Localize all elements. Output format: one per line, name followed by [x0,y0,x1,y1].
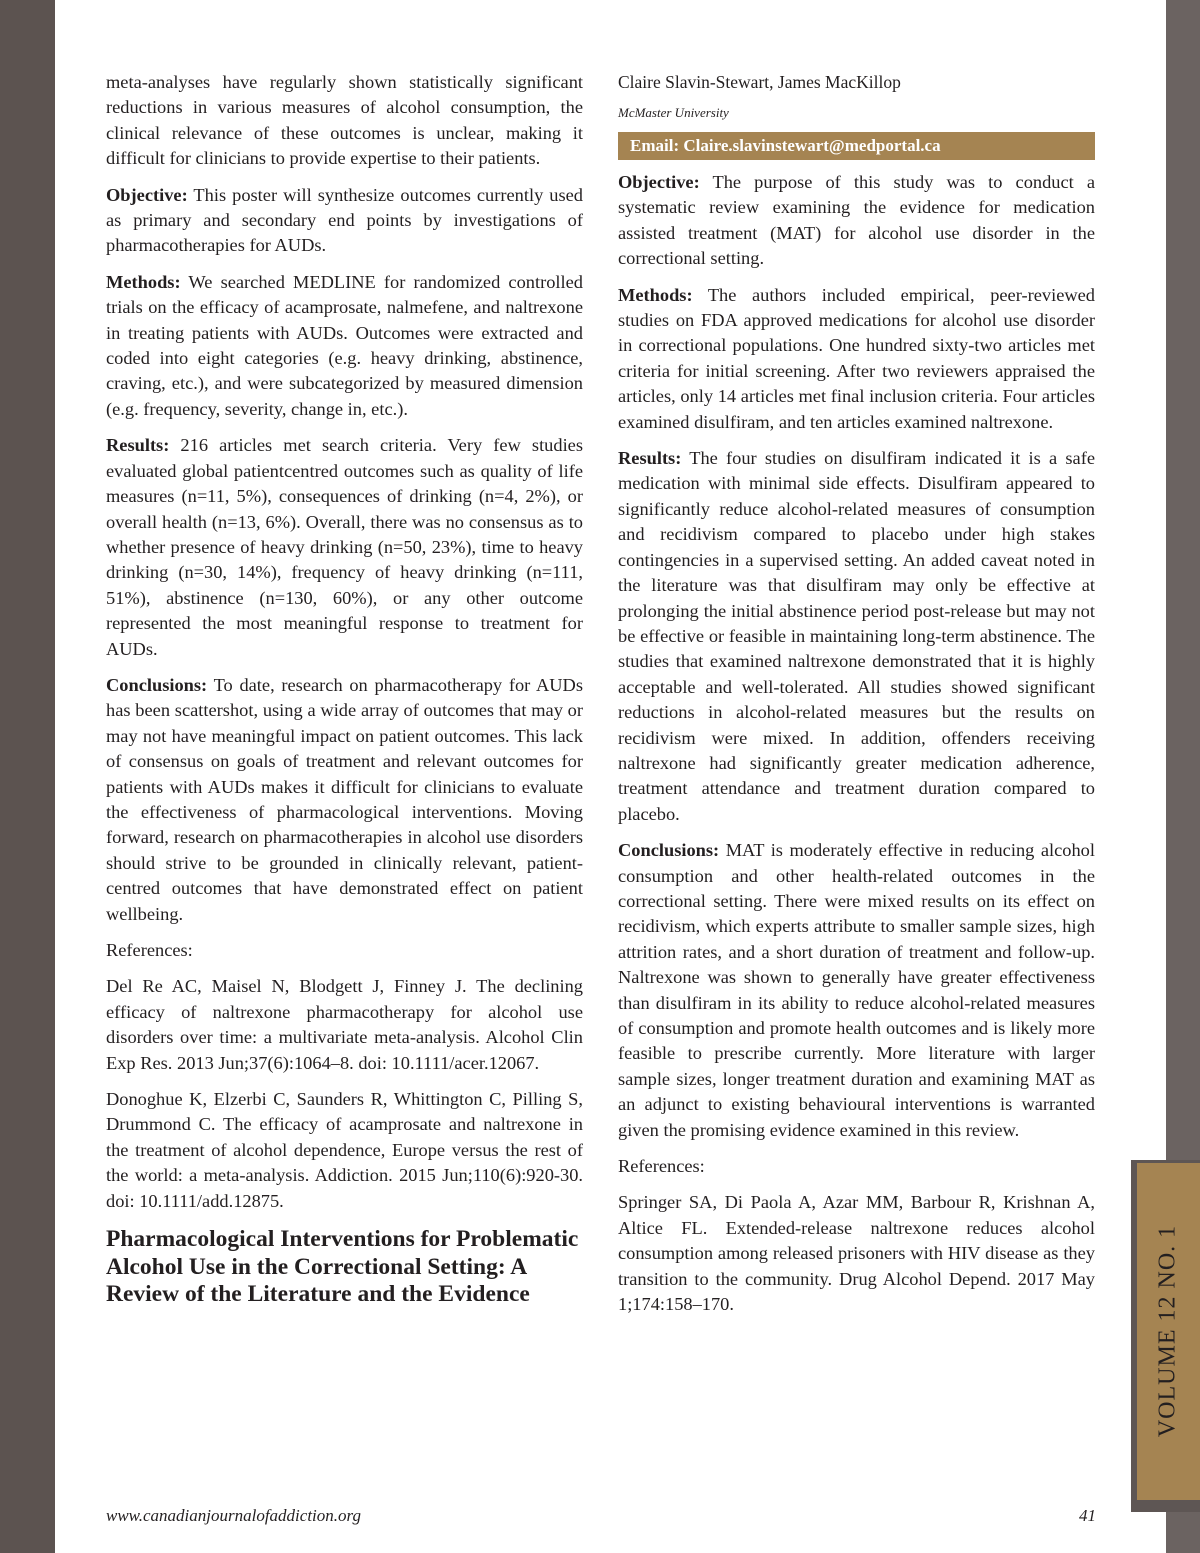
methods-label: Methods: [106,271,181,292]
conclusions-paragraph [106,673,583,927]
objective-paragraph [106,183,583,259]
methods-paragraph [106,270,583,422]
results-label: Results: [106,435,170,456]
affiliation: McMaster University [618,105,729,120]
volume-label: VOLUME 12 NO. 1 [1154,1224,1181,1438]
results-text: The four studies on disulfiram indicated it is a safe medication with minimal side effects. Disulfiram appeared to significantly reduce alcohol-related measures of consumption and recidivism compared to placebo under high stakes contingencies in a supervised setting. An added caveat noted in the literature was that disulfiram may only be effective at prolonging the initial abstinence period post-release but may not be effective or feasible in maintaining long-term abstinence. The studies that examined naltrexone demonstrated that it is highly acceptable and well-tolerated. All studies showed significant reductions in alcohol-related measures but the results on recidivism were mixed. In addition, offenders receiving naltrexone had significantly greater medication adherence, treatment attendance and treatment duration compared to placebo. [618,448,1095,824]
objective-paragraph [618,170,1095,272]
results-paragraph [618,446,1095,827]
methods-label: Methods: [618,284,693,305]
conclusions-label: Conclusions: [106,674,208,695]
article-title: Pharmacological Interventions for Problematic Alcohol Use in the Correctional Setting: A Review of the Literature and the Evidence [106,1226,579,1308]
objective-text: The purpose of this study was to conduct a systematic review examining the evidence for medication assisted treatment (MAT) for alcohol use disorder in the correctional setting. [618,172,1095,269]
authors: Claire Slavin-Stewart, James MacKillop [618,72,901,92]
methods-text: We searched MEDLINE for randomized controlled trials on the efficacy of acamprosate, nalmefene, and naltrexone in treating patients with AUDs. Outcomes were extracted and coded into eight categories (e.g. heavy drinking, abstinence, craving, etc.), and were subcategorized by measured dimension (e.g. frequency, severity, change in, etc.). [106,271,583,419]
right-column [618,70,1095,1328]
conclusions-text: MAT is moderately effective in reducing alcohol consumption and other health-related outcomes in the correctional setting. There were mixed results on its effect on recidivism, which experts attribute to smaller sample sizes, high attrition rates, and a short duration of treatment and follow-up. Naltrexone was shown to generally have greater effectiveness than disulfiram in its ability to reduce alcohol-related measures of consumption and promote health outcomes and is likely more feasible to prescribe currently. More literature with larger sample sizes, longer treatment duration and examining MAT as an adjunct to existing behavioural interventions is warranted given the promising evidence examined in this review. [618,840,1095,1140]
reference-item: Del Re AC, Maisel N, Blodgett J, Finney J. The declining efficacy of naltrexone pharmacotherapy for alcohol use disorders over time: a multivariate meta-analysis. Alcohol Clin Exp Res. 2013 Jun;37(6):1064–8. doi: 10.1111/acer.12067. [106,976,583,1073]
results-text: 216 articles met search criteria. Very few studies evaluated global patientcentred outcomes such as quality of life measures (n=11, 5%), consequences of drinking (n=4, 2%), or overall health (n=13, 6%). Overall, there was no consensus as to whether presence of heavy drinking (n=50, 23%), time to heavy drinking (n=30, 14%), frequency of heavy drinking (n=111, 51%), abstinence (n=130, 60%), or any other outcome represented the most meaningful response to treatment for AUDs. [106,435,583,659]
conclusions-paragraph [618,838,1095,1143]
email-banner: Email: Claire.slavinstewart@medportal.ca [618,132,1095,160]
conclusions-text: To date, research on pharmacotherapy for AUDs has been scattershot, using a wide array of outcomes that may or may not have meaningful impact on patient outcomes. This lack of consensus on goals of treatment and relevant outcomes for patients with AUDs makes it difficult for clinicians to evaluate the effectiveness of pharmacological interventions. Moving forward, research on pharmacotherapies in alcohol use disorders should strive to be grounded in clinically relevant, patient-centred outcomes that have demonstrated effect on patient wellbeing. [106,674,583,924]
methods-text: The authors included empirical, peer-reviewed studies on FDA approved medications for alcohol use disorder in correctional populations. One hundred sixty-two articles met criteria for initial screening. After two reviewers appraised the articles, only 14 articles met final inclusion criteria. Four articles examined disulfiram, and ten articles examined naltrexone. [618,284,1095,432]
references-label: References: [106,940,193,960]
left-column [106,70,583,1309]
conclusions-label: Conclusions: [618,840,720,861]
objective-label: Objective: [106,184,188,205]
results-label: Results: [618,448,682,469]
reference-item: Springer SA, Di Paola A, Azar MM, Barbour R, Krishnan A, Altice FL. Extended-release naltrexone reduces alcohol consumption among released prisoners with HIV disease as they transition to the community. Drug Alcohol Depend. 2017 May 1;174:158–170. [618,1192,1095,1315]
results-paragraph [106,433,583,662]
intro-paragraph: meta-analyses have regularly shown statistically significant reductions in various measures of alcohol consumption, the clinical relevance of these outcomes is unclear, making it difficult for clinicians to provide expertise to their patients. [106,72,583,169]
objective-label: Objective: [618,172,700,192]
references-label: References: [618,1156,705,1177]
reference-item: Donoghue K, Elzerbi C, Saunders R, Whittington C, Pilling S, Drummond C. The efficacy of acamprosate and naltrexone in the treatment of alcohol dependence, Europe versus the rest of the world: a meta-analysis. Addiction. 2015 Jun;110(6):920-30. doi: 10.1111/add.12875. [106,1089,583,1211]
footer-url[interactable]: www.canadianjournalofaddiction.org [106,1506,362,1525]
objective-text: This poster will synthesize outcomes currently used as primary and secondary end points by investigations of pharmacotherapies for AUDs. [106,184,583,256]
page-number: 41 [1079,1506,1096,1525]
methods-paragraph [618,283,1095,435]
